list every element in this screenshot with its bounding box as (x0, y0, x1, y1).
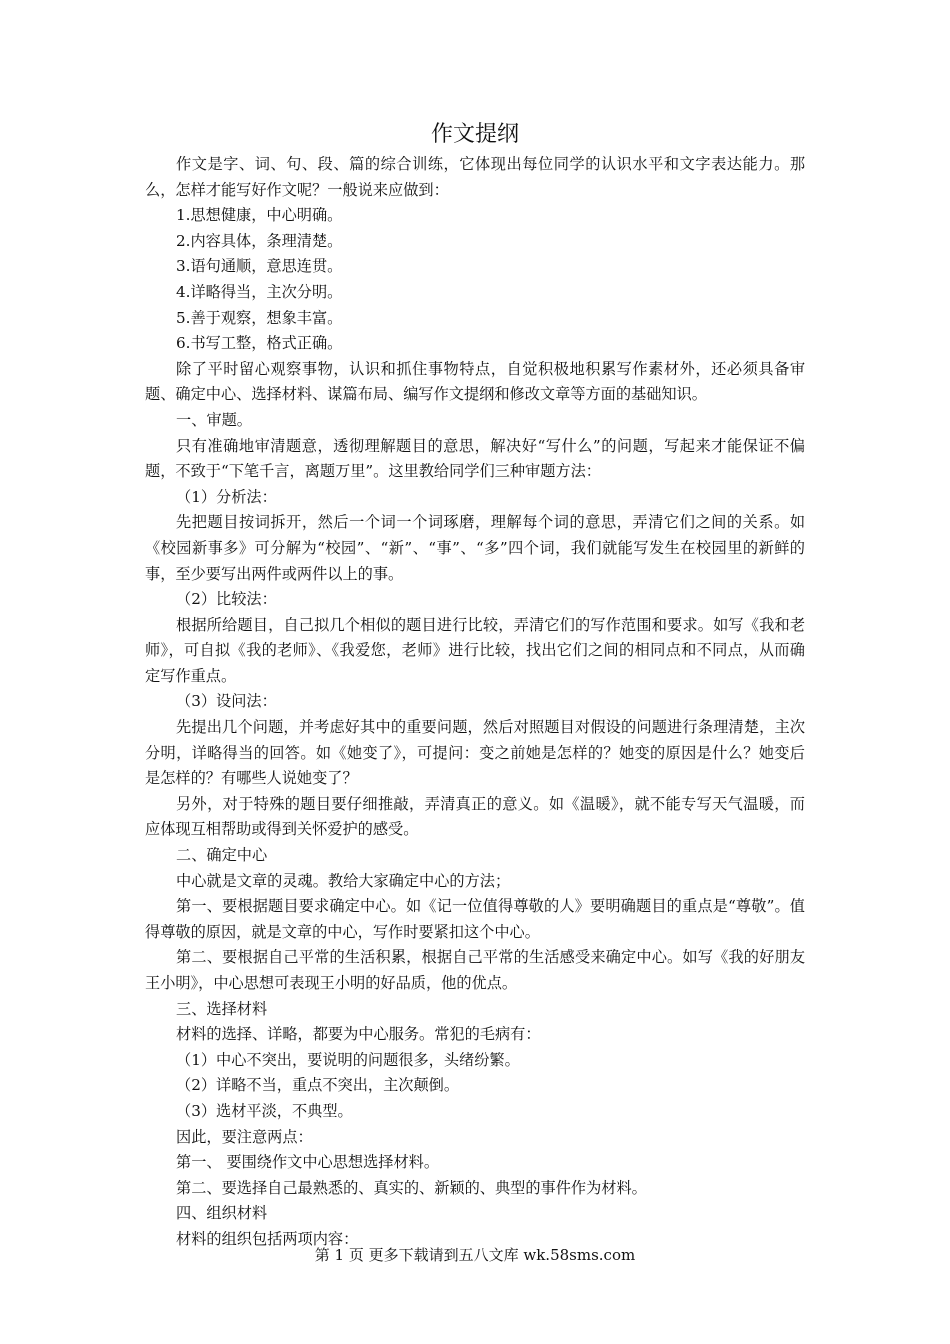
paragraph: 只有准确地审清题意，透彻理解题目的意思，解决好“写什么”的问题，写起来才能保证不偏题，不致于“下笔千言，离题万里”。这里教给同学们三种审题方法： (145, 436, 805, 481)
paragraph: 4.详略得当，主次分明。 (176, 282, 343, 301)
paragraph: 四、组织材料 (176, 1204, 268, 1223)
paragraph: 另外，对于特殊的题目要仔细推敲，弄清真正的意义。如《温暖》，就不能专写天气温暖，而应体现互相帮助或得到关怀爱护的感受。 (145, 794, 805, 839)
paragraph: 一、审题。 (176, 410, 252, 429)
paragraph: 二、确定中心 (176, 846, 268, 865)
paragraph: 第二、要根据自己平常的生活积累，根据自己平常的生活感受来确定中心。如写《我的好朋友王小明》，中心思想可表现王小明的好品质，他的优点。 (145, 948, 805, 992)
document-title: 作文提纲 (430, 122, 519, 147)
paragraph: （2）详略不当，重点不突出，主次颠倒。 (176, 1076, 460, 1095)
paragraph: 6.书写工整，格式正确。 (176, 334, 343, 353)
paragraph: （1）中心不突出，要说明的问题很多，头绪纷繁。 (176, 1050, 520, 1069)
paragraph: （3）选材平淡，不典型。 (176, 1101, 353, 1120)
paragraph: （2）比较法： (176, 590, 277, 609)
paragraph: 2.内容具体，条理清楚。 (176, 231, 343, 250)
document-body (145, 118, 805, 1253)
paragraph: 5.善于观察，想象丰富。 (176, 308, 343, 327)
paragraph: 第一、 要围绕作文中心思想选择材料。 (176, 1153, 440, 1172)
paragraph: 3.语句通顺，意思连贯。 (176, 257, 343, 276)
paragraph: 先提出几个问题，并考虑好其中的重要问题，然后对照题目对假设的问题进行条理清楚，主次分明，详略得当的回答。如《她变了》，可提问：变之前她是怎样的？她变的原因是什么？她变后是怎样的？有哪些人说她变了？ (145, 718, 805, 788)
paragraph: 因此，要注意两点： (176, 1127, 313, 1146)
paragraph: 除了平时留心观察事物，认识和抓住事物特点，自觉积极地积累写作素材外，还必须具备审题、确定中心、选择材料、谋篇布局、编写作文提纲和修改文章等方面的基础知识。 (145, 359, 805, 404)
paragraph: 材料的选择、详略，都要为中心服务。常犯的毛病有： (176, 1025, 541, 1044)
page-footer: 第 1 页 更多下载请到五八文库 wk.58sms.com (314, 1246, 636, 1264)
paragraph: （3）设问法： (176, 692, 277, 711)
paragraph-list (145, 152, 805, 1253)
paragraph: 作文是字、词、句、段、篇的综合训练，它体现出每位同学的认识水平和文字表达能力。那么，怎样才能写好作文呢？一般说来应做到： (145, 155, 805, 199)
paragraph: 中心就是文章的灵魂。教给大家确定中心的方法； (176, 871, 511, 890)
paragraph: 根据所给题目，自己拟几个相似的题目进行比较，弄清它们的写作范围和要求。如写《我和老师》，可自拟《我的老师》、《我爱您，老师》进行比较，找出它们之间的相同点和不同点，从而确定写作重点。 (145, 615, 805, 685)
paragraph: （1）分析法： (176, 487, 277, 506)
paragraph: 先把题目按词拆开，然后一个词一个词琢磨，理解每个词的意思，弄清它们之间的关系。如《校园新事多》可分解为“校园”、“新”、“事”、“多”四个词，我们就能写发生在校园里的新鲜的事，至少要写出两件或两件以上的事。 (145, 513, 805, 583)
paragraph: 第一、要根据题目要求确定中心。如《记一位值得尊敬的人》要明确题目的重点是“尊敬”。值得尊敬的原因，就是文章的中心，写作时要紧扣这个中心。 (145, 897, 805, 941)
paragraph: 第二、要选择自己最熟悉的、真实的、新颖的、典型的事件作为材料。 (176, 1178, 647, 1197)
paragraph: 材料的组织包括两项内容： (176, 1229, 359, 1248)
paragraph: 1.思想健康，中心明确。 (176, 206, 343, 225)
paragraph: 三、选择材料 (176, 999, 268, 1018)
